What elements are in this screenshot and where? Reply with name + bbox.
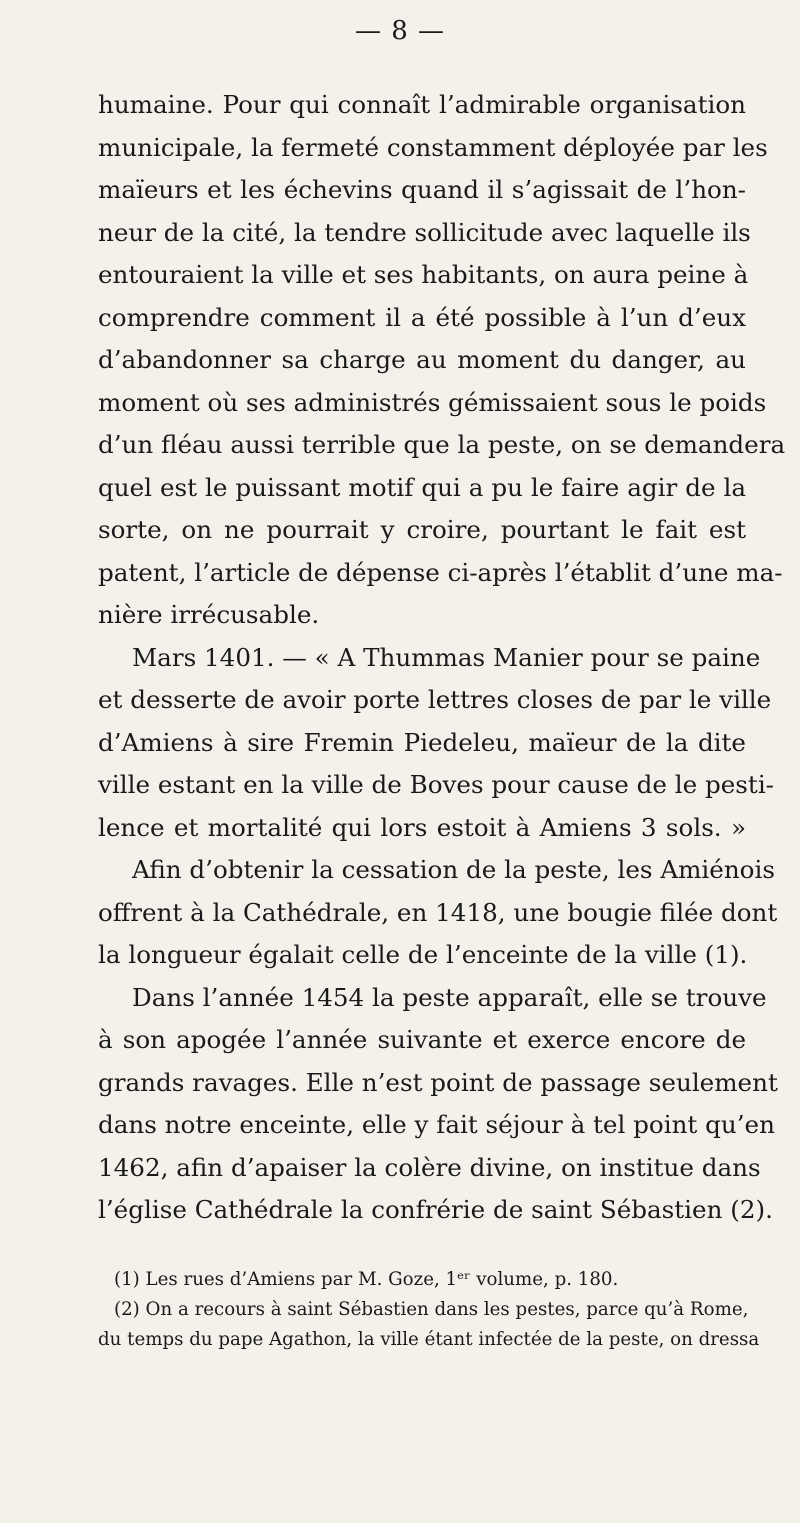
text-line: entouraient la ville et ses habitants, on aura peine à [98, 260, 749, 289]
text-line: 1462, afin d’apaiser la colère divine, on institue dans [98, 1152, 761, 1182]
text-line: ville estant en la ville de Boves pour cause de le pesti- [98, 770, 774, 799]
footnote-line: du temps du pape Agathon, la ville étant infectée de la peste, on dressa [98, 1329, 760, 1350]
text-line: d’Amiens à sire Fremin Piedeleu, maïeur de la dite [98, 727, 746, 757]
footnote-line: (2) On a recours à saint Sébastien dans les pestes, parce qu’à Rome, [114, 1299, 749, 1320]
text-line: dans notre enceinte, elle y fait séjour à tel point qu’en [98, 1110, 775, 1139]
text-line: à son apogée l’année suivante et exerce encore de [98, 1025, 746, 1054]
text-line: municipale, la fermeté constamment déployée par les [98, 132, 768, 162]
text-line: l’église Cathédrale la confrérie de saint Sébastien (2). [98, 1195, 773, 1224]
text-line: quel est le puissant motif qui a pu le faire agir de la [98, 472, 746, 502]
footnotes [98, 1265, 760, 1355]
text-line: d’abandonner sa charge au moment du danger, au [98, 345, 746, 374]
text-line: grands ravages. Elle n’est point de passage seulement [98, 1067, 778, 1097]
text-line: Mars 1401. — « A Thummas Manier pour se paine [132, 642, 761, 672]
text-line: neur de la cité, la tendre sollicitude avec laquelle ils [98, 217, 751, 247]
text-line: nière irrécusable. [98, 600, 320, 629]
text-line: la longueur égalait celle de l’enceinte de la ville (1). [98, 940, 748, 969]
page-number: — 8 — [354, 16, 446, 46]
body-text [98, 84, 786, 1232]
text-line: Afin d’obtenir la cessation de la peste, les Amiénois [132, 855, 775, 884]
text-line: Dans l’année 1454 la peste apparaît, elle se trouve [132, 982, 767, 1012]
text-line: sorte, on ne pourrait y croire, pourtant le fait est [98, 515, 746, 544]
text-line: maïeurs et les échevins quand il s’agissait de l’hon- [98, 175, 746, 204]
text-line: lence et mortalité qui lors estoit à Amiens 3 sols. » [98, 812, 746, 842]
text-line: d’un fléau aussi terrible que la peste, on se demandera [98, 430, 786, 459]
text-line: comprendre comment il a été possible à l’un d’eux [98, 302, 746, 332]
text-line: offrent à la Cathédrale, en 1418, une bougie filée dont [98, 897, 778, 927]
text-line: patent, l’article de dépense ci-après l’établit d’une ma- [98, 557, 783, 587]
text-line: et desserte de avoir porte lettres closes de par le ville [98, 685, 772, 714]
text-line: moment où ses administrés gémissaient sous le poids [98, 387, 767, 417]
text-line: humaine. Pour qui connaît l’admirable organisation [98, 90, 746, 119]
footnote-line: (1) Les rues d’Amiens par M. Goze, 1ᵉʳ volume, p. 180. [114, 1269, 619, 1290]
